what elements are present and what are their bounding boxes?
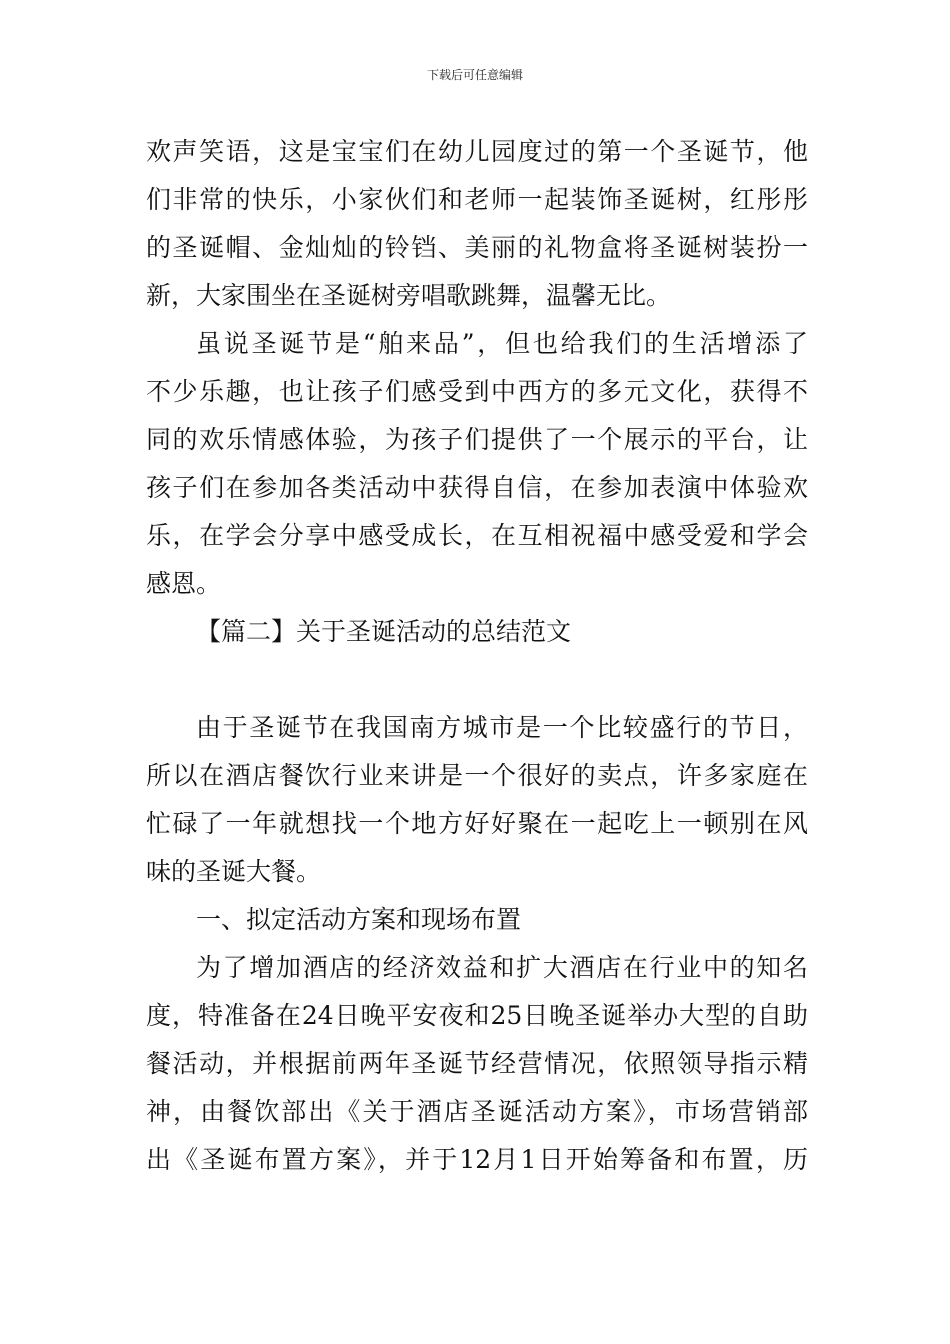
paragraph: [146, 944, 808, 1184]
text-line: 出《圣诞布置方案》，并于12月1日开始筹备和布置，历: [146, 1145, 808, 1174]
text-line: 所以在酒店餐饮行业来讲是一个很好的卖点，许多家庭在: [146, 761, 808, 790]
paragraph: [146, 128, 808, 320]
subsection-heading: 一、拟定活动方案和现场布置: [196, 905, 522, 934]
text-line: 欢声笑语，这是宝宝们在幼儿园度过的第一个圣诞节，他: [146, 137, 808, 166]
text-line: 新，大家围坐在圣诞树旁唱歌跳舞，温馨无比。: [146, 281, 672, 310]
text-line: 神，由餐饮部出《关于酒店圣诞活动方案》，市场营销部: [146, 1097, 808, 1126]
text-line: 度，特准备在24日晚平安夜和25日晚圣诞举办大型的自助: [146, 1001, 808, 1030]
text-line: 同的欢乐情感体验，为孩子们提供了一个展示的平台，让: [146, 425, 808, 454]
blank-line: [146, 656, 808, 704]
paragraph: [146, 704, 808, 896]
text-line: 孩子们在参加各类活动中获得自信，在参加表演中体验欢: [146, 473, 808, 502]
section-heading: 【篇二】关于圣诞活动的总结范文: [196, 617, 572, 646]
text-line: 感恩。: [146, 569, 222, 598]
text-line: 们非常的快乐，小家伙们和老师一起装饰圣诞树，红彤彤: [146, 185, 808, 214]
text-line: 为了增加酒店的经济效益和扩大酒店在行业中的知名: [196, 953, 808, 982]
text-line: 忙碌了一年就想找一个地方好好聚在一起吃上一顿别在风: [146, 809, 808, 838]
text-line: 虽说圣诞节是“舶来品”，但也给我们的生活增添了: [196, 329, 808, 358]
paragraph: [146, 320, 808, 608]
text-line: 由于圣诞节在我国南方城市是一个比较盛行的节日，: [196, 713, 808, 742]
text-line: 不少乐趣，也让孩子们感受到中西方的多元文化，获得不: [146, 377, 808, 406]
text-line: 的圣诞帽、金灿灿的铃铛、美丽的礼物盒将圣诞树装扮一: [146, 233, 808, 262]
document-body: [146, 128, 808, 1184]
text-line: 味的圣诞大餐。: [146, 857, 322, 886]
text-line: 乐，在学会分享中感受成长，在互相祝福中感受爱和学会: [146, 521, 808, 550]
text-line: 餐活动，并根据前两年圣诞节经营情况，依照领导指示精: [146, 1049, 808, 1078]
header-note: 下载后可任意编辑: [426, 68, 523, 82]
